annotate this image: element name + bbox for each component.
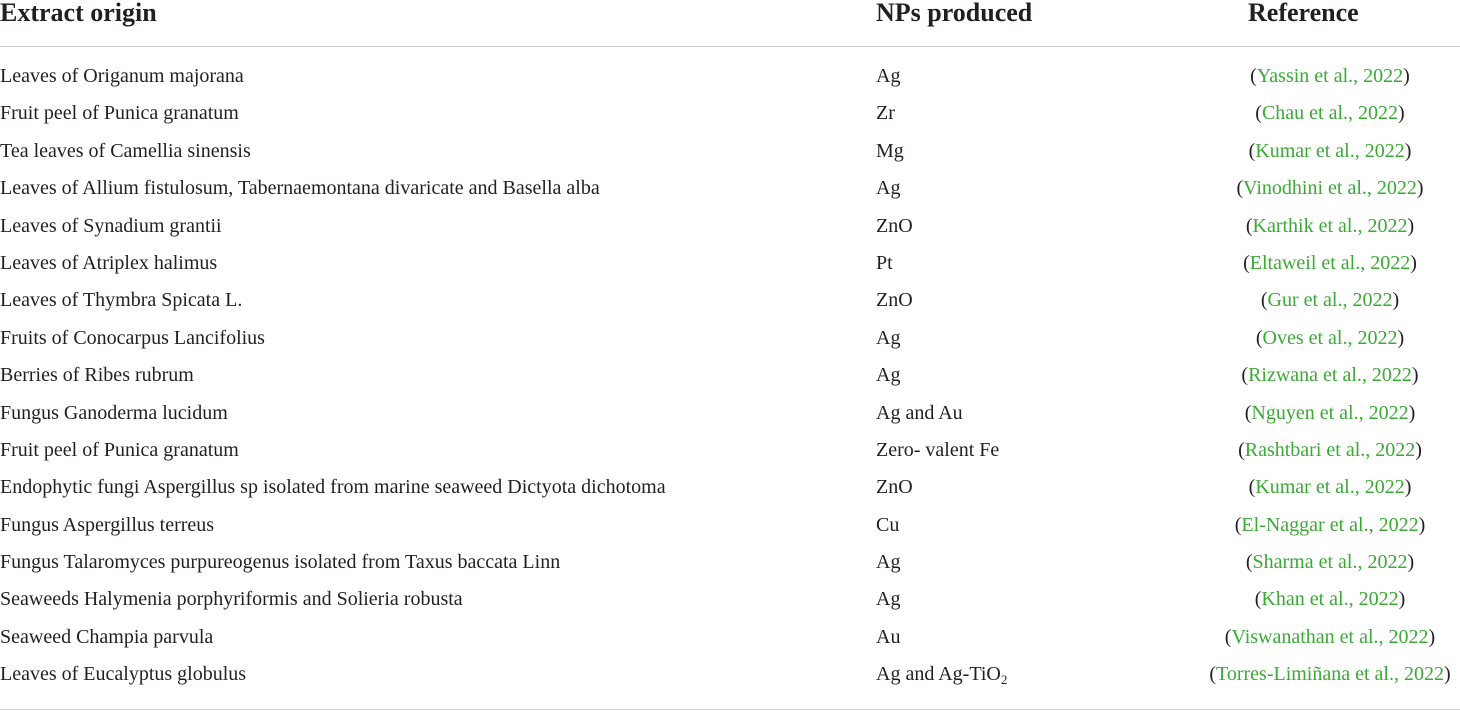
table-row [0,133,1460,170]
table-row [0,282,1460,319]
reference-link[interactable]: Oves et al., 2022 [1262,326,1398,349]
cell-reference [1200,395,1460,432]
cell-nps-produced [876,133,904,170]
cell-reference [1200,95,1460,132]
table-row [0,95,1460,132]
nps-text: ZnO [876,289,913,312]
cell-nps-produced [876,656,1007,693]
nps-text: Ag [876,326,901,349]
open-paren: ( [1224,625,1232,648]
nps-text: Mg [876,139,904,162]
nps-text: Ag [876,551,901,574]
table-row [0,320,1460,357]
open-paren: ( [1248,476,1256,499]
header-reference: Reference [1248,0,1359,27]
open-paren: ( [1260,289,1268,312]
table-row [0,656,1460,693]
cell-reference [1200,320,1460,357]
nps-text: Ag [876,65,901,87]
nps-text: Zr [876,102,895,125]
reference-link[interactable]: Chau et al., 2022 [1261,102,1399,125]
open-paren: ( [1254,588,1262,611]
header-nps-produced: NPs produced [876,0,1033,27]
table-row [0,395,1460,432]
table-header-row [0,0,1460,47]
table-bottom-rule [0,709,1460,710]
close-paren: ) [1415,438,1422,461]
close-paren: ) [1416,177,1424,200]
nps-text: Ag [876,588,901,611]
close-paren: ) [1404,139,1412,162]
nps-text: Au [876,625,901,648]
table-body [0,58,1460,694]
reference-link[interactable]: Rashtbari et al., 2022 [1244,438,1416,461]
cell-extract-origin: Seaweeds Halymenia porphyriformis and Solieria robusta [0,588,463,611]
table-row [0,432,1460,469]
open-paren: ( [1244,401,1252,424]
table-row [0,245,1460,282]
close-paren: ) [1443,663,1451,686]
table-row [0,357,1460,394]
nps-text: Pt [876,251,893,274]
nps-text: Zero- valent Fe [876,438,1000,461]
open-paren: ( [1245,551,1253,574]
reference-link[interactable]: Viswanathan et al., 2022 [1231,625,1429,648]
cell-reference [1200,208,1460,245]
reference-link[interactable]: El-Naggar et al., 2022 [1241,513,1419,536]
cell-nps-produced [876,581,900,618]
open-paren: ( [1243,251,1250,274]
table-row [0,581,1460,618]
cell-nps-produced [876,395,963,432]
close-paren: ) [1398,102,1405,125]
reference-link[interactable]: Vinodhini et al., 2022 [1243,177,1417,200]
table-row [0,208,1460,245]
nps-text: Ag and Au [876,401,963,424]
close-paren: ) [1397,326,1405,349]
table-row [0,619,1460,656]
table-row [0,58,1460,95]
cell-reference [1200,357,1460,394]
reference-link[interactable]: Karthik et al., 2022 [1252,214,1408,237]
cell-extract-origin: Fruit peel of Punica granatum [0,102,239,125]
cell-reference [1200,544,1460,581]
cell-extract-origin: Fruits of Conocarpus Lancifolius [0,326,265,349]
cell-nps-produced [876,619,900,656]
reference-link[interactable]: Khan et al., 2022 [1261,588,1399,611]
cell-reference [1200,581,1460,618]
close-paren: ) [1407,214,1415,237]
open-paren: ( [1234,513,1242,536]
cell-extract-origin: Leaves of Thymbra Spicata L. [0,289,243,312]
cell-nps-produced [876,320,900,357]
close-paren: ) [1408,401,1416,424]
cell-extract-origin: Leaves of Eucalyptus globulus [0,663,247,686]
reference-link[interactable]: Yassin et al., 2022 [1256,65,1404,87]
cell-reference [1200,133,1460,170]
cell-extract-origin: Fungus Talaromyces purpureogenus isolated from Taxus baccata Linn [0,551,561,574]
table-row [0,507,1460,544]
cell-nps-produced [876,507,899,544]
open-paren: ( [1236,177,1244,200]
cell-reference [1200,507,1460,544]
nps-text: Ag and Ag-TiO [876,663,1001,686]
cell-reference [1200,432,1460,469]
cell-extract-origin: Leaves of Origanum majorana [0,65,244,87]
nps-text: Cu [876,513,900,536]
close-paren: ) [1407,551,1415,574]
cell-reference [1200,656,1460,693]
open-paren: ( [1245,214,1253,237]
cell-reference [1200,282,1460,319]
cell-extract-origin: Tea leaves of Camellia sinensis [0,139,251,162]
cell-nps-produced [876,170,900,207]
close-paren: ) [1404,476,1412,499]
close-paren: ) [1398,588,1406,611]
reference-link[interactable]: Eltaweil et al., 2022 [1249,251,1411,274]
open-paren: ( [1241,364,1249,387]
cell-extract-origin: Seaweed Champia parvula [0,625,214,648]
close-paren: ) [1392,289,1400,312]
cell-extract-origin: Leaves of Allium fistulosum, Tabernaemontana divaricate and Basella alba [0,177,600,200]
cell-extract-origin: Leaves of Atriplex halimus [0,251,218,274]
close-paren: ) [1411,364,1419,387]
open-paren: ( [1250,65,1257,87]
nps-text: ZnO [876,476,913,499]
nps-text: ZnO [876,214,913,237]
table-row [0,544,1460,581]
cell-extract-origin: Fruit peel of Punica granatum [0,438,239,461]
nps-text: Ag [876,364,901,387]
cell-nps-produced [876,208,913,245]
cell-reference [1200,170,1460,207]
cell-nps-produced [876,469,913,506]
cell-nps-produced [876,282,913,319]
open-paren: ( [1255,326,1263,349]
nps-text: Ag [876,177,901,200]
open-paren: ( [1238,438,1245,461]
reference-link[interactable]: Nguyen et al., 2022 [1251,401,1409,424]
cell-extract-origin: Endophytic fungi Aspergillus sp isolated from marine seaweed Dictyota dichotoma [0,476,666,499]
cell-reference [1200,245,1460,282]
cell-extract-origin: Berries of Ribes rubrum [0,364,194,387]
close-paren: ) [1403,65,1410,87]
reference-link[interactable]: Gur et al., 2022 [1267,289,1393,312]
reference-link[interactable]: Rizwana et al., 2022 [1248,364,1412,387]
table-row [0,170,1460,207]
cell-extract-origin: Fungus Aspergillus terreus [0,513,215,536]
cell-nps-produced [876,58,900,95]
reference-link[interactable]: Sharma et al., 2022 [1252,551,1408,574]
cell-nps-produced [876,245,893,282]
open-paren: ( [1209,663,1217,686]
open-paren: ( [1255,102,1262,125]
close-paren: ) [1410,251,1417,274]
nps-subscript: 2 [1000,672,1008,688]
reference-link[interactable]: Kumar et al., 2022 [1255,476,1405,499]
cell-nps-produced [876,95,895,132]
close-paren: ) [1428,625,1436,648]
cell-reference [1200,469,1460,506]
cell-extract-origin: Fungus Ganoderma lucidum [0,401,228,424]
cell-extract-origin: Leaves of Synadium grantii [0,214,222,237]
close-paren: ) [1418,513,1426,536]
reference-link[interactable]: Torres-Limiñana et al., 2022 [1216,663,1444,686]
open-paren: ( [1248,139,1256,162]
cell-nps-produced [876,432,999,469]
cell-nps-produced [876,544,900,581]
cell-reference [1200,619,1460,656]
cell-nps-produced [876,357,900,394]
cell-reference [1200,58,1460,95]
header-extract-origin: Extract origin [0,0,157,27]
reference-link[interactable]: Kumar et al., 2022 [1255,139,1405,162]
table-row [0,469,1460,506]
